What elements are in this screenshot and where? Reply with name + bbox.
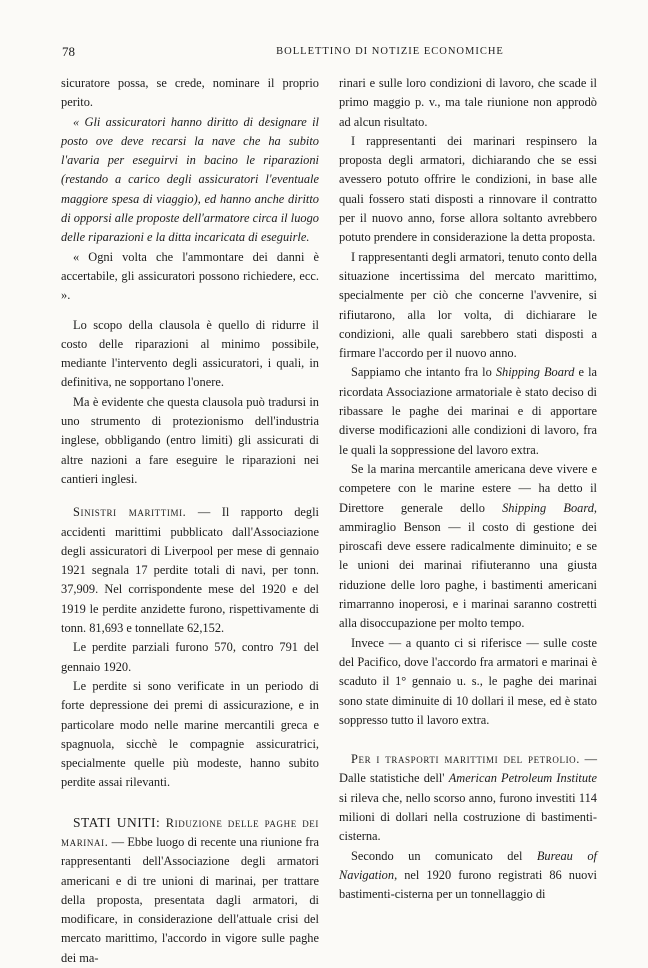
- paragraph: [339, 460, 597, 634]
- quoted-clause-end: « Ogni volta che l'ammontare dei danni è accertabile, gli assicuratori possono richiedere, ecc. ».: [61, 249, 319, 303]
- emphasis: Shipping Board: [502, 500, 594, 515]
- section-petrolio: [339, 750, 597, 846]
- paragraph: Le perdite parziali furono 570, contro 791 del gennaio 1920.: [61, 640, 319, 674]
- emphasis: Bureau of Navigation: [339, 848, 597, 882]
- paragraph: Invece — a quanto ci si riferisce — sulle coste del Pacifico, dove l'accordo fra armatori e marinai è scaduto il 1° gennaio u. s., le paghe dei marinai sono state diminuite di 10 dollari il mese, ed è stato soppresso tutto il lavoro extra.: [339, 635, 597, 727]
- emphasis: Shipping Board: [495, 365, 575, 380]
- paragraph: [339, 363, 597, 459]
- text: , ammiraglio Benson — il costo di gestione dei piroscafi deve essere radicalmente diminuito; e se le unioni dei marinai rifiuteranno una giusta riduzione delle loro paghe, i bastimenti americani rimarranno inoperosi, e i marinai saranno costretti alla disoccupazione per molto tempo.: [339, 500, 598, 631]
- section-text: — Ebbe luogo di recente una riunione fra rappresentanti dell'Associazione degli armatori americani e di tre unioni di marinai, per trattare della proposta, presentata dagli armatori, di modificare, in considerazione dell'attuale crisi del mercato marittimo, l'accordo in vigore sulle paghe dei ma-: [61, 834, 319, 965]
- section-sinistri: [61, 503, 319, 638]
- page-number: 78: [62, 44, 75, 59]
- text: Se la marina mercantile americana deve vivere e competere con le marine estere — ha detto il Direttore generale dello: [339, 461, 597, 515]
- paragraph: Ma è evidente che questa clausola può tradursi in uno strumento di protezionismo dell'industria inglese, obbligando (entro limiti) gli assicurati di altre nazioni a fare eseguire le riparazioni nei cantieri inglesi.: [61, 394, 319, 486]
- text: Sappiamo che intanto fra lo: [351, 365, 496, 380]
- paragraph: rinari e sulle loro condizioni di lavoro, che scade il primo maggio p. v., ma tale riunione non approdò ad alcun risultato.: [339, 76, 597, 129]
- section-subheading: Riduzione delle paghe dei marinai.: [61, 815, 319, 849]
- right-column: [339, 74, 597, 904]
- text: — Dalle statistiche dell': [339, 752, 598, 786]
- left-column: [61, 74, 319, 968]
- section-heading-sinistri: Sinistri marittimi.: [73, 505, 187, 520]
- section-heading-stati-uniti: STATI UNITI:: [73, 814, 166, 830]
- section-stati-uniti: [61, 813, 319, 968]
- text: e la ricordata Associazione armatoriale è stato deciso di ribassare le paghe dei marinai e di apportare diverse modificazioni alle condizioni di lavoro, fra le quali la soppressione del lavoro extra.: [339, 365, 598, 457]
- running-head: BOLLETTINO DI NOTIZIE ECONOMICHE: [276, 46, 504, 57]
- text: Secondo un comunicato del: [351, 848, 537, 863]
- paragraph: Le perdite si sono verificate in un periodo di forte depressione dei premi di assicurazione, e in particolare modo nelle marine mercantili greca e spagnuola, sicchè le compagnie assicuratrici, specialmente quelle più modeste, hanno subito perdite assai rilevanti.: [61, 678, 319, 790]
- quoted-clause: « Gli assicuratori hanno diritto di designare il posto ove deve recarsi la nave che ha subito l'avaria per eseguirvi in bacino le riparazioni (restando a carico degli assicuratori l'eventuale maggiore spesa di viaggio), ed hanno anche diritto di opporsi alle proposte dell'armatore circa il luogo delle riparazioni e la ditta incaricata di eseguirle.: [61, 114, 319, 245]
- paragraph: [339, 847, 597, 905]
- paragraph: I rappresentanti degli armatori, tenuto conto della situazione incertissima del mercato marittimo, specialmente per ciò che concerne l'avvenire, si rifiutarono, alla lor volta, di dichiarare le condizioni, alle quali sarebbero stati disposti a firmare l'accordo per il nuovo anno.: [339, 249, 597, 361]
- paragraph: I rappresentanti dei marinari respinsero la proposta degli armatori, dichiarando che se essi avessero potuto offrire le condizioni, in base alle quali fossero stati disposti a rinnovare il contratto per il nuovo anno, forse allora soltanto avrebbero potuto prendere in considerazione la detta proposta.: [339, 133, 597, 245]
- paragraph: Lo scopo della clausola è quello di ridurre il costo delle riparazioni al minimo possibile, mediante l'intervento degli assicuratori, i quali, in definitiva, ne sopportano l'onere.: [61, 317, 319, 390]
- text: , nel 1920 furono registrati 86 nuovi bastimenti-cisterna per un tonnellaggio di: [339, 867, 597, 902]
- emphasis: American Petroleum Institute: [448, 771, 597, 786]
- section-text: — Il rapporto degli accidenti marittimi pubblicato dall'Associazione degli assicuratori di Liverpool per mese di gennaio 1921 segnala 17 perdite totali di navi, per tonn. 37,909. Nel corrispondente mese del 1920 e del 1919 le perdite anzidette furono, rispettivamente di tonn. 81,693 e tonnellate 62,152.: [61, 505, 319, 636]
- text: si rileva che, nello scorso anno, furono investiti 114 milioni di dollari nella costruzione di bastimenti-cisterna.: [339, 790, 597, 844]
- paragraph: sicuratore possa, se crede, nominare il proprio perito.: [61, 76, 319, 110]
- section-heading-petrolio: Per i trasporti marittimi del petrolio.: [351, 752, 580, 767]
